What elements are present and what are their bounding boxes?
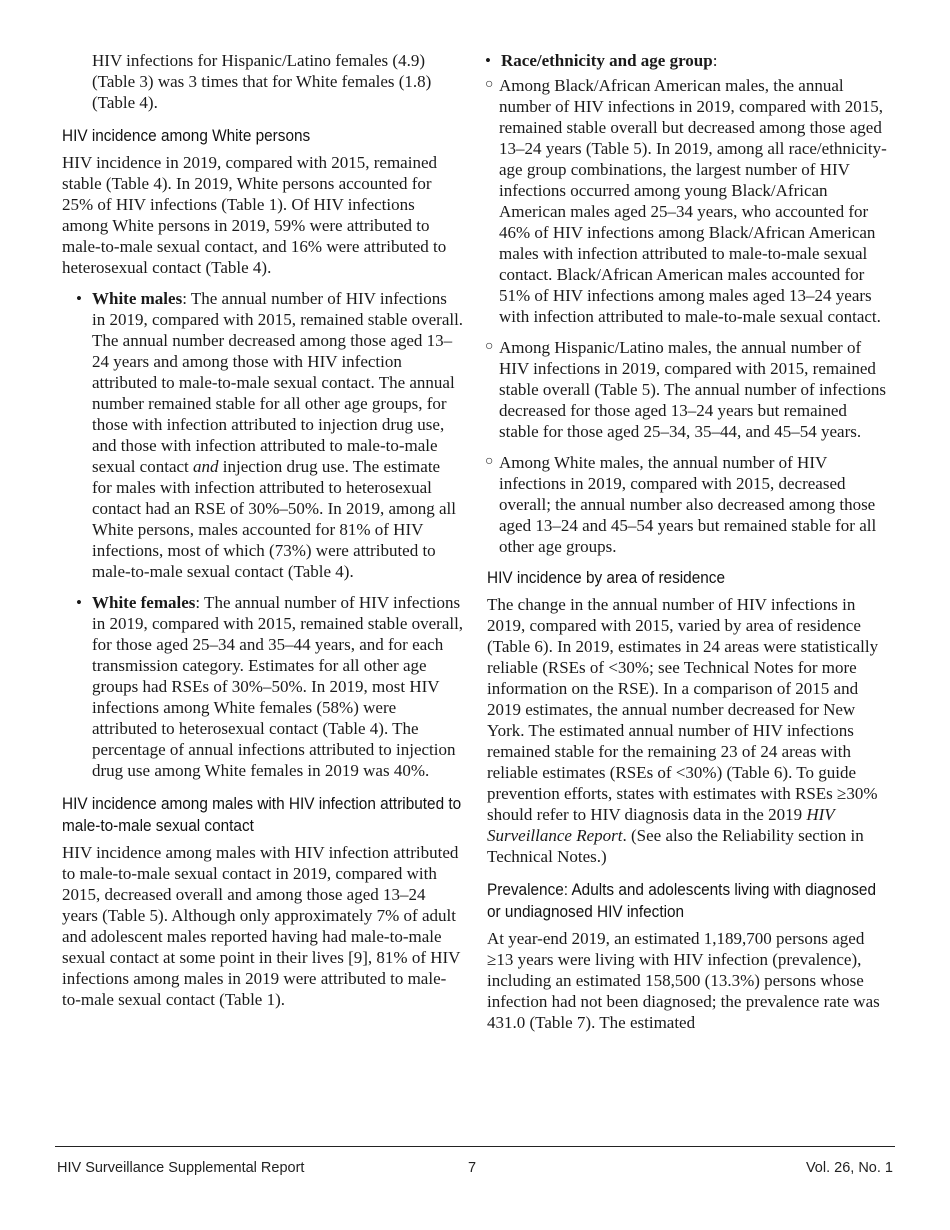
- right-column: [487, 50, 889, 1043]
- footer-page-number: 7: [468, 1160, 477, 1176]
- race-ethnicity-label: Race/ethnicity and age group: [501, 51, 713, 70]
- bullet-white-males: [62, 288, 464, 582]
- area-report-title: HIV Surveillance Report: [487, 805, 835, 845]
- footer-volume: Vol. 26, No. 1: [805, 1160, 893, 1176]
- white-males-label: White males: [92, 289, 183, 308]
- bullet-white-females: [62, 592, 464, 781]
- white-females-text: : The annual number of HIV infections in 2019, compared with 2015, remained stable overall, for those aged 25–34 and 35–44 years, and for each transmission category. Estimates for all other age groups had RSEs of 30%–50%. In 2019, most HIV infections among White females (58%) were attributed to heterosexual contact (Table 4). The percentage of annual infections attributed to injection drug use among White females in 2019 was 40%.: [92, 593, 464, 780]
- left-column: [62, 50, 464, 1020]
- sub-item-white-males: ○ Among White males, the annual number of HIV infections in 2019, compared with 2015, decreased overall; the annual number also decreased among those aged 13–24 and 45–54 years but remained stable for all other age groups.: [485, 452, 889, 557]
- race-bullets: [471, 50, 889, 557]
- heading-white-persons: HIV incidence among White persons: [62, 127, 311, 145]
- white-females-label: White females: [92, 593, 196, 612]
- white-persons-paragraph: HIV incidence in 2019, compared with 2015, remained stable (Table 4). In 2019, White persons accounted for 25% of HIV infections (Table 1). Of HIV infections among White persons in 2019, 59% were attributed to male-to-male sexual contact, and 16% were attributed to heterosexual contact (Table 4).: [62, 153, 447, 277]
- msm-paragraph: HIV incidence among males with HIV infection attributed to male-to-male sexual contact in 2019, compared with 2015, decreased overall and among those aged 13–24 years (Table 5). Although only approximately 7% of adult and adolescent males reported having had male-to-male sexual contact at some point in their lives [9], 81% of HIV infections among males in 2019 were attributed to male-to-male sexual contact (Table 1).: [62, 843, 461, 1009]
- footer-divider: [55, 1146, 895, 1147]
- race-colon: :: [712, 51, 718, 70]
- intro-continued-paragraph: HIV infections for Hispanic/Latino females (4.9) (Table 3) was 3 times that for White females (1.8) (Table 4).: [92, 51, 432, 112]
- heading-prevalence: Prevalence: Adults and adolescents living with diagnosed or undiagnosed HIV infection: [487, 881, 877, 921]
- white-males-text-a: : The annual number of HIV infections in 2019, compared with 2015, remained stable overall. The annual number decreased among those aged 13–24 years and among those with HIV infection attributed to male-to-male sexual contact. The annual number remained stable for all other age groups, for those with infection attributed to injection drug use, and those with infection attributed to male-to-male sexual contact: [92, 289, 464, 476]
- prevalence-paragraph: At year-end 2019, an estimated 1,189,700 persons aged ≥13 years were living with HIV infection (prevalence), including an estimated 158,500 (13.3%) persons whose infection had not been diagnosed; the prevalence rate was 431.0 (Table 7). The estimated: [487, 929, 880, 1032]
- race-sub-list: [485, 75, 889, 557]
- bullet-race-ethnicity: [471, 50, 889, 557]
- area-text-b: . (See also the Reliability section in Technical Notes.): [487, 826, 864, 866]
- heading-msm: HIV incidence among males with HIV infection attributed to male-to-male sexual contact: [62, 795, 462, 835]
- heading-area-of-residence: HIV incidence by area of residence: [487, 569, 725, 587]
- footer-report-title: HIV Surveillance Supplemental Report: [57, 1160, 305, 1176]
- area-text-a: The change in the annual number of HIV infections in 2019, compared with 2015, varied by area of residence (Table 6). In 2019, estimates in 24 areas were statistically reliable (RSEs of <30%; see Technical Notes for more information on the RSE). In a comparison of 2015 and 2019 estimates, the annual number decreased for New York. The estimated annual number of HIV infections remained stable for the remaining 23 of 24 areas with reliable estimates (RSEs of <30%) (Table 6). To guide prevention efforts, states with estimates with RSEs ≥30% should refer to HIV diagnosis data in the 2019: [487, 595, 879, 824]
- sub-item-hispanic-males: ○ Among Hispanic/Latino males, the annual number of HIV infections in 2019, compared with 2015, remained stable overall (Table 5). The annual number of infections decreased for those aged 13–24 years but remained stable for those aged 25–34, 35–44, and 45–54 years.: [485, 337, 889, 442]
- white-bullets: [62, 288, 464, 781]
- white-males-and: and: [193, 457, 219, 476]
- sub-item-black-males: ○ Among Black/African American males, the annual number of HIV infections in 2019, compared with 2015, remained stable overall but decreased among those aged 13–24 years (Table 5). In 2019, among all race/ethnicity-age group combinations, the largest number of HIV infections occurred among young Black/African American males aged 25–34 years, who accounted for 46% of HIV infections among Black/African American males with infection attributed to male-to-male sexual contact. Black/African American males accounted for 51% of HIV infections among males aged 13–24 years with infection attributed to male-to-male sexual contact.: [485, 75, 889, 327]
- area-paragraph: [487, 594, 889, 867]
- white-males-text-b: injection drug use. The estimate for males with infection attributed to heterosexual contact had an RSE of 30%–50%. In 2019, among all White persons, males accounted for 81% of HIV infections, most of which (73%) were attributed to male-to-male sexual contact (Table 4).: [92, 457, 457, 581]
